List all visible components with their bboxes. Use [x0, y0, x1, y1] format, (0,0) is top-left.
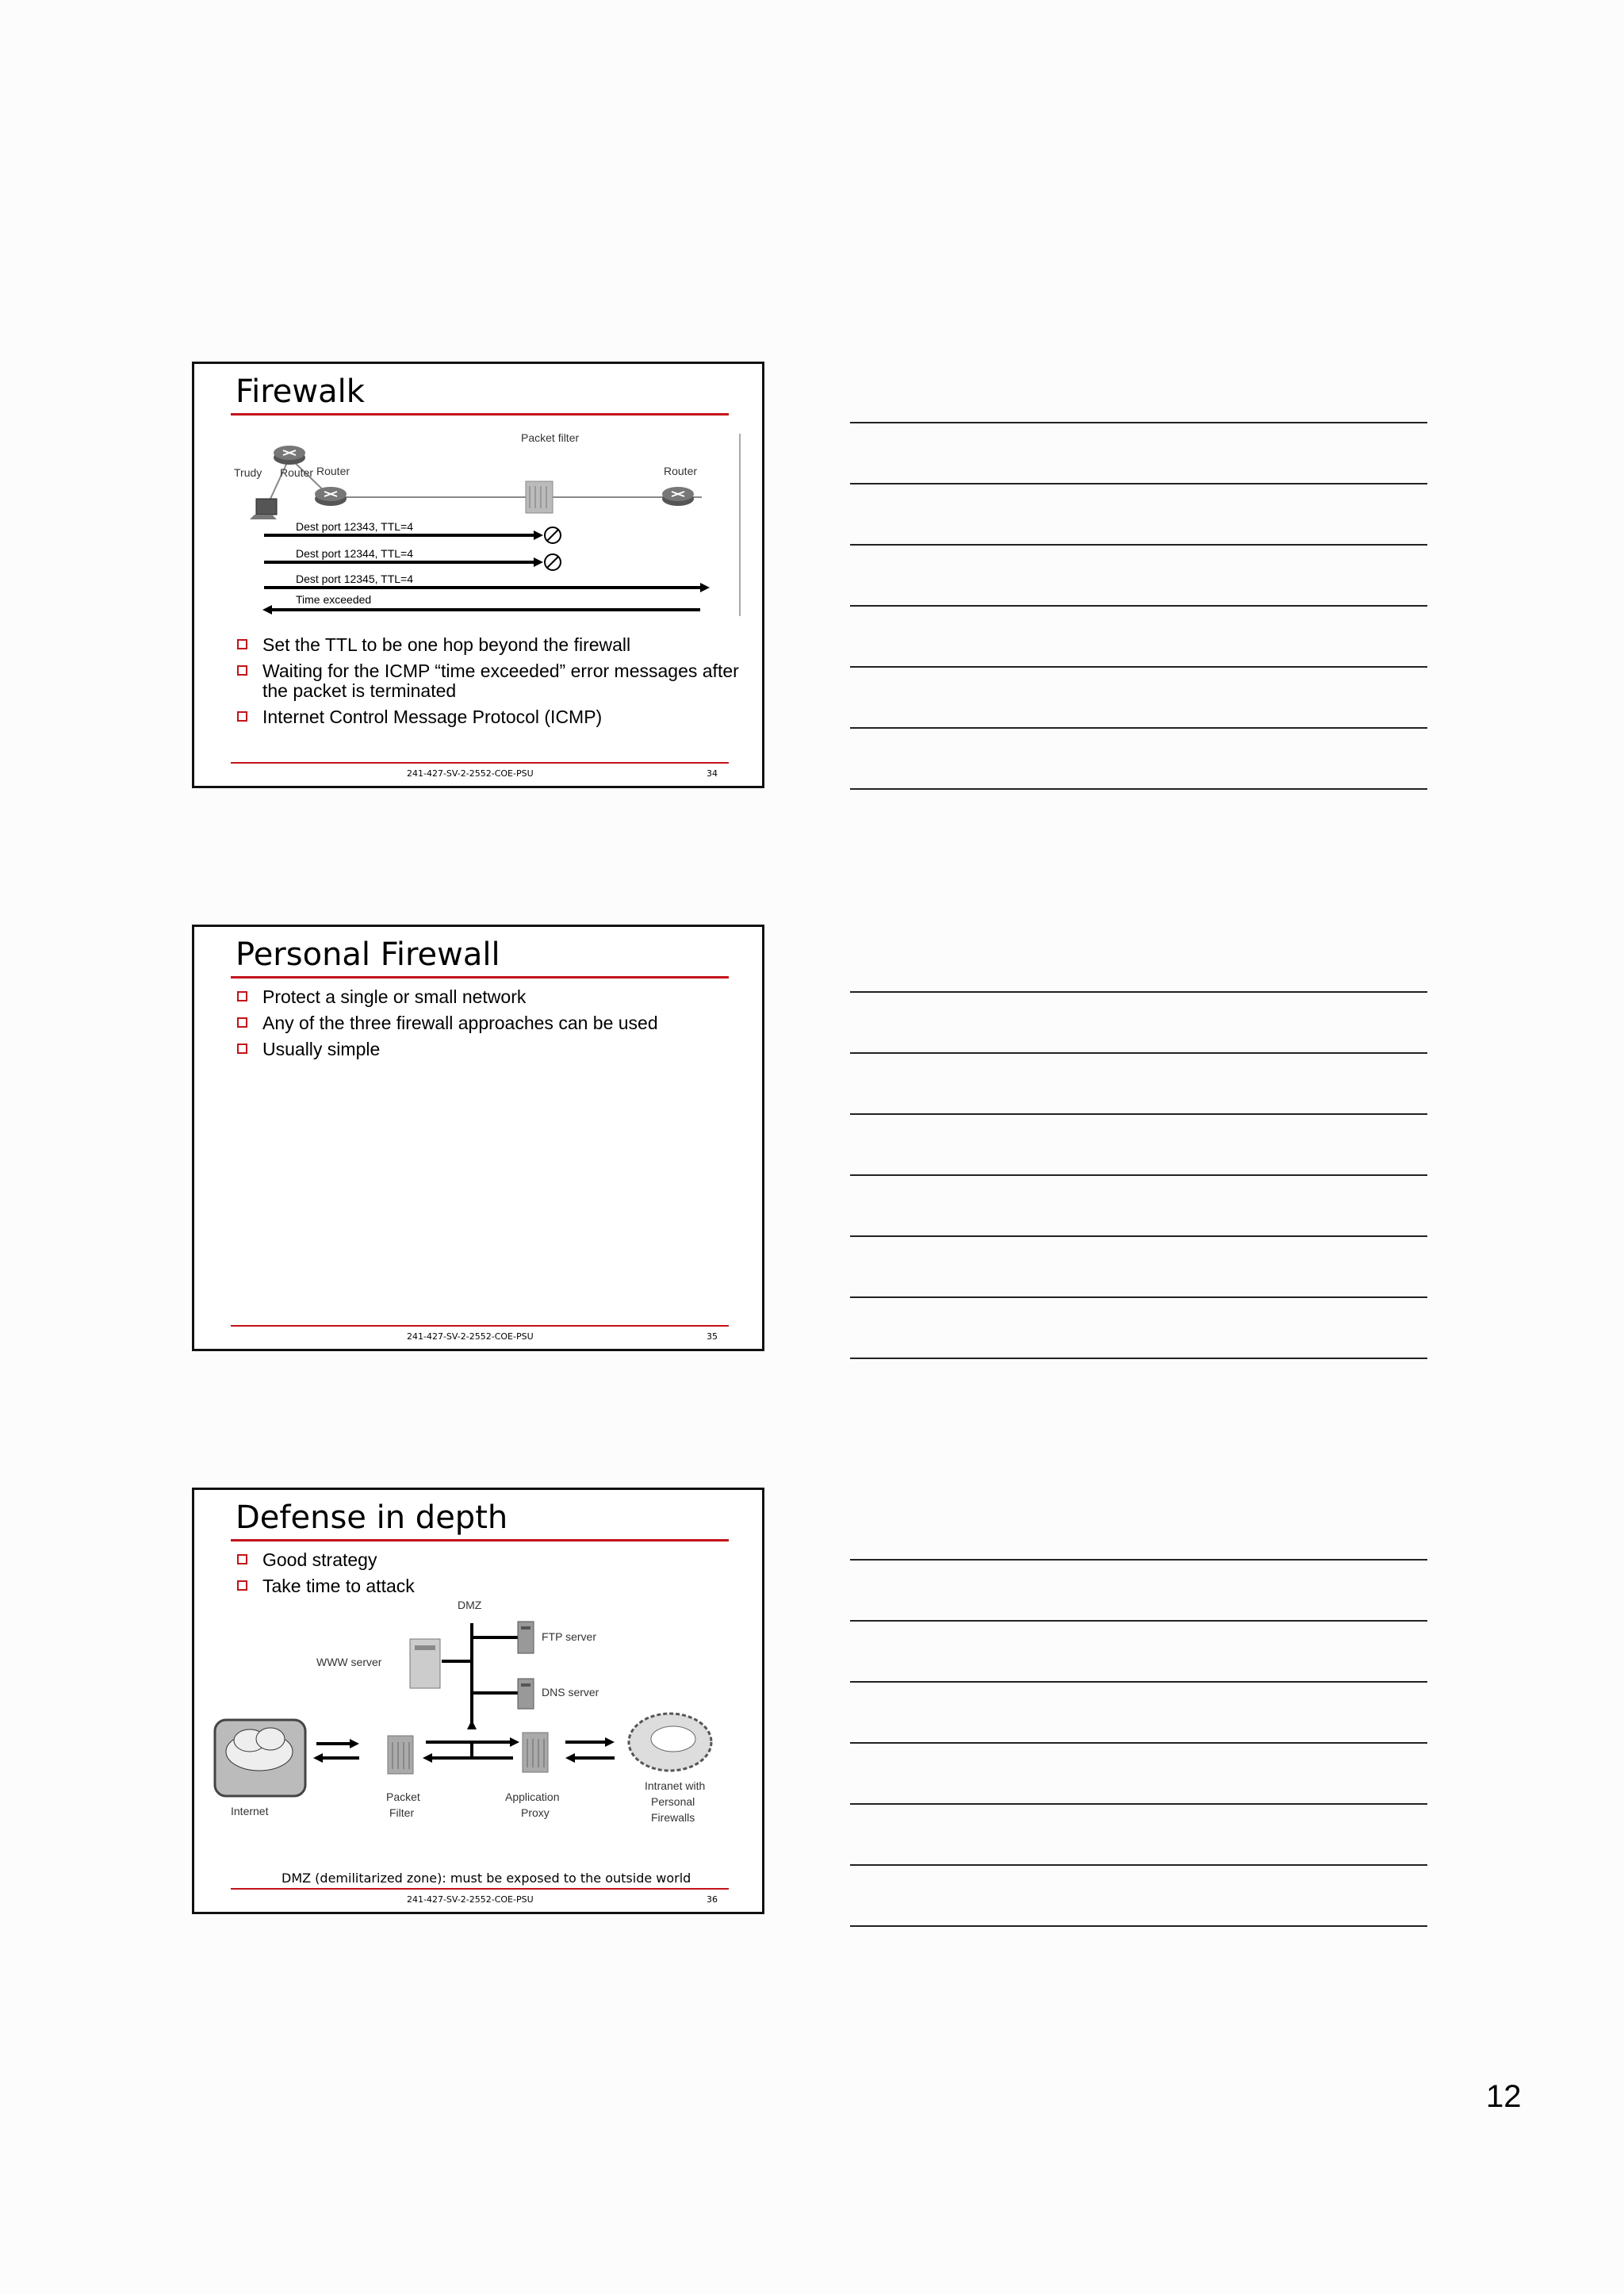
router3-label: Router — [664, 465, 698, 477]
footer-rule — [231, 762, 729, 764]
title-rule — [231, 1539, 729, 1541]
slide-firewalk — [192, 362, 764, 788]
slide-number: 35 — [707, 1331, 718, 1342]
slide-footer: 241-427-SV-2-2552-COE-PSU — [407, 1894, 534, 1905]
note-line — [850, 666, 1427, 668]
router-icon — [662, 487, 694, 506]
packet-filter-label: Packet filter — [521, 431, 580, 444]
bullet-list — [236, 635, 743, 733]
note-line — [850, 1803, 1427, 1805]
bullet-box-icon — [237, 665, 247, 676]
laptop-icon — [250, 499, 277, 519]
footer-rule — [231, 1325, 729, 1327]
app-proxy-label-1: Application — [505, 1790, 560, 1803]
note-line — [850, 1235, 1427, 1237]
note-line — [850, 1052, 1427, 1054]
bullet-box-icon — [237, 639, 247, 649]
note-line — [850, 1742, 1427, 1744]
arrow3-label: Dest port 12345, TTL=4 — [296, 573, 413, 585]
bullet-box-icon — [237, 1044, 247, 1054]
arrow4-label: Time exceeded — [296, 593, 372, 606]
slide-number: 36 — [707, 1894, 718, 1905]
router-icon — [274, 446, 305, 465]
intranet-label-3: Firewalls — [651, 1811, 695, 1824]
note-line — [850, 483, 1427, 484]
note-line — [850, 727, 1427, 729]
slide-number: 34 — [707, 768, 718, 779]
intranet-label-2: Personal — [651, 1795, 695, 1808]
note-line — [850, 788, 1427, 790]
internet-label: Internet — [231, 1805, 269, 1817]
page-number: 12 — [1486, 2079, 1522, 2114]
router2-label: Router — [316, 465, 350, 477]
internet-cloud-icon — [215, 1720, 305, 1796]
title-rule — [231, 976, 729, 978]
arrow2-label: Dest port 12344, TTL=4 — [296, 547, 413, 560]
bullet-box-icon — [237, 711, 247, 722]
bullet-list — [236, 1550, 743, 1603]
bullet-box-icon — [237, 991, 247, 1001]
packet-filter-icon — [526, 481, 553, 513]
bullet-item: Usually simple — [236, 1040, 743, 1059]
title-rule — [231, 413, 729, 416]
bullet-box-icon — [237, 1554, 247, 1564]
bullet-item: Waiting for the ICMP “time exceeded” error messages after the packet is terminated — [236, 661, 743, 701]
slide-footer: 241-427-SV-2-2552-COE-PSU — [407, 1331, 534, 1342]
note-line — [850, 1358, 1427, 1359]
note-line — [850, 1113, 1427, 1115]
bullet-item: Internet Control Message Protocol (ICMP) — [236, 707, 743, 727]
slide-personal-firewall — [192, 925, 764, 1351]
bullet-list — [236, 987, 743, 1066]
note-line — [850, 605, 1427, 607]
intranet-cloud-icon — [629, 1714, 711, 1771]
note-line — [850, 991, 1427, 993]
bullet-item: Take time to attack — [236, 1576, 743, 1596]
bullet-item: Protect a single or small network — [236, 987, 743, 1007]
bullet-item: Any of the three firewall approaches can be used — [236, 1013, 743, 1033]
note-line — [850, 1296, 1427, 1298]
note-line — [850, 1681, 1427, 1683]
www-label: WWW server — [316, 1656, 382, 1668]
www-server-icon — [410, 1639, 440, 1688]
dmz-label: DMZ — [458, 1599, 482, 1611]
bullet-box-icon — [237, 1580, 247, 1591]
packet-filter-label-1: Packet — [386, 1790, 420, 1803]
dmz-diagram — [210, 1599, 749, 1861]
note-line — [850, 1864, 1427, 1866]
note-line — [850, 1174, 1427, 1176]
slide-title: Firewalk — [236, 373, 365, 410]
slide-title: Defense in depth — [236, 1499, 508, 1536]
note-line — [850, 544, 1427, 546]
router1-label: Router — [280, 466, 314, 479]
note-line — [850, 1925, 1427, 1927]
slide-footer: 241-427-SV-2-2552-COE-PSU — [407, 768, 534, 779]
note-line — [850, 1559, 1427, 1561]
application-proxy-icon — [523, 1733, 548, 1772]
slide-title: Personal Firewall — [236, 936, 500, 973]
packet-filter-label-2: Filter — [389, 1806, 415, 1819]
bullet-item: Set the TTL to be one hop beyond the firewall — [236, 635, 743, 655]
note-line — [850, 422, 1427, 423]
trudy-label: Trudy — [234, 466, 262, 479]
ftp-label: FTP server — [542, 1630, 596, 1643]
dmz-caption: DMZ (demilitarized zone): must be exposed to the outside world — [282, 1871, 691, 1886]
dns-label: DNS server — [542, 1686, 599, 1698]
dns-server-icon — [518, 1679, 534, 1709]
slide-defense-in-depth — [192, 1488, 764, 1914]
intranet-label-1: Intranet with — [645, 1779, 706, 1792]
bullet-item: Good strategy — [236, 1550, 743, 1570]
bullet-box-icon — [237, 1017, 247, 1028]
firewalk-diagram — [226, 426, 749, 632]
ftp-server-icon — [518, 1622, 534, 1653]
packet-filter-icon — [388, 1736, 413, 1774]
app-proxy-label-2: Proxy — [521, 1806, 550, 1819]
router-icon — [315, 487, 347, 506]
footer-rule — [231, 1888, 729, 1890]
note-line — [850, 1620, 1427, 1622]
arrow1-label: Dest port 12343, TTL=4 — [296, 520, 413, 533]
